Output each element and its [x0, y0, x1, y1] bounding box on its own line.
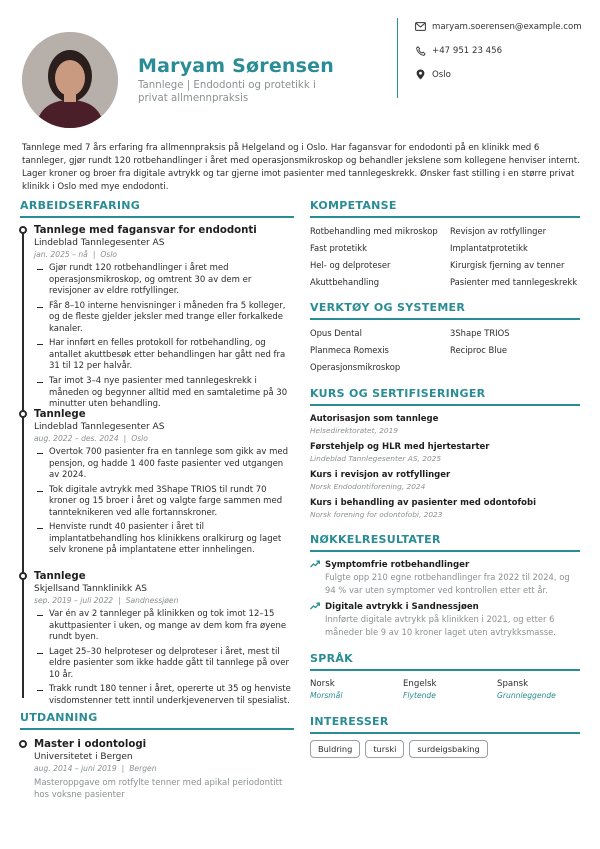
- timeline-line: [22, 232, 24, 698]
- result-item: [310, 601, 582, 638]
- interest-tag: turski: [365, 740, 404, 758]
- section-rule: [310, 550, 580, 552]
- company-name: Lindeblad Tannlegesenter AS: [34, 238, 165, 248]
- section-title-courses: KURS OG SERTIFISERINGER: [310, 387, 486, 400]
- course-item: [310, 413, 580, 436]
- company-name: Skjellsand Tannklinikk AS: [34, 584, 147, 594]
- bullet-item: Var én av 2 tannleger på klinikken og tok imot 12–15 akuttpasienter i uken, og mange av dem kom fra øyene rundt byen.: [34, 609, 294, 644]
- timeline-dot: [19, 572, 27, 580]
- tool-item: Reciproc Blue: [450, 345, 508, 355]
- mail-icon: [415, 21, 426, 32]
- trend-up-icon: [310, 602, 320, 614]
- section-title-experience: ARBEIDSERFARING: [20, 199, 141, 212]
- language-level: Morsmål: [310, 691, 343, 700]
- trend-up-icon: [310, 560, 320, 572]
- contact-location: [415, 69, 451, 80]
- bullet-item: Henviste rundt 40 pasienter i året til implantatbehandling hos klinikkens oralkirurg og laget selv kronene på implantatene etter innhelingen.: [34, 522, 294, 557]
- language-name: Engelsk: [403, 679, 437, 689]
- timeline-dot: [19, 410, 27, 418]
- section-rule: [310, 732, 580, 734]
- result-text: Innførte digitale avtrykk på klinikken i 2021, og etter 6 måneder ble 9 av 10 kroner laget uten avtrykksmasse.: [325, 614, 556, 637]
- experience-item: [34, 408, 294, 560]
- result-item: [310, 559, 582, 596]
- job-dates: sep. 2019 – juli 2022: [34, 596, 114, 605]
- degree-title: Master i odontologi: [34, 739, 147, 750]
- candidate-title: Tannlege | Endodonti og protetikk i privat allmennpraksis: [138, 80, 316, 104]
- job-meta: sep. 2019 – juli 2022 | Sandnessjøen: [34, 596, 179, 605]
- tool-item: Planmeca Romexis: [310, 345, 389, 355]
- language-item: [497, 679, 556, 700]
- experience-item: [34, 570, 294, 711]
- job-location: Sandnessjøen: [125, 596, 179, 605]
- course-issuer: Norsk forening for odontofobi, 2023: [310, 510, 443, 519]
- job-location: Oslo: [131, 434, 148, 443]
- skill-item: Pasienter med tannlegeskrekk: [450, 277, 578, 287]
- section-title-tools: VERKTØY OG SYSTEMER: [310, 301, 466, 314]
- header-divider: [397, 18, 398, 98]
- skill-item: Implantatprotetikk: [450, 243, 528, 253]
- section-title-skills: KOMPETANSE: [310, 199, 397, 212]
- job-dates: aug. 2022 – des. 2024: [34, 434, 119, 443]
- section-rule: [20, 728, 294, 730]
- course-issuer: Lindeblad Tannlegesenter AS, 2025: [310, 454, 442, 463]
- section-rule: [310, 318, 580, 320]
- bullet-item: Laget 25–30 helproteser og delproteser i året, mest til eldre pasienter som ikke hadde gått til tannlege på over 10 år.: [34, 647, 294, 682]
- course-title: Autorisasjon som tannlege: [310, 414, 439, 424]
- language-item: [310, 679, 342, 700]
- contact-email[interactable]: [415, 21, 582, 32]
- section-title-languages: SPRÅK: [310, 652, 353, 665]
- skill-item: Hel- og delproteser: [310, 260, 391, 270]
- education-description: Masteroppgave om rotfylte tenner med apikal periodontitt hos voksne pasienter: [34, 778, 283, 800]
- job-location: Oslo: [100, 250, 118, 259]
- tools-list: [310, 327, 582, 378]
- tool-item: Operasjonsmikroskop: [310, 362, 401, 372]
- course-title: Kurs i behandling av pasienter med odontofobi: [310, 498, 537, 508]
- language-level: Grunnleggende: [497, 691, 556, 700]
- contact-email-text: maryam.soerensen@example.com: [432, 21, 582, 32]
- phone-icon: [415, 45, 426, 56]
- tool-item: Opus Dental: [310, 328, 362, 338]
- result-title: Symptomfrie rotbehandlinger: [325, 560, 470, 570]
- profile-summary: Tannlege med 7 års erfaring fra allmennpraksis på Helgeland og i Oslo. Har fagansvar for endodonti på en klinikk med 6 tannleger, gjør rundt 120 rotbehandlinger i året med operasjonsmikroskop og behandler jekslene som kollegene henviser internt. Lager kroner og broer fra digitale avtrykk og tar gjerne imot pasienter med tannlegeskrekk. Ønsker fast stilling i en større privat klinikk i Oslo med mye endodonti.: [22, 143, 580, 192]
- profile-photo: [22, 32, 118, 128]
- skill-item: Revisjon av rotfyllinger: [450, 226, 547, 236]
- course-item: [310, 497, 580, 520]
- bullet-item: Trakk rundt 180 tenner i året, opererte ut 35 og henviste visdomstenner tett inntil underkjevenerven til spesialist.: [34, 684, 294, 707]
- skills-list: [310, 225, 582, 293]
- contact-phone[interactable]: [415, 45, 502, 56]
- section-rule: [310, 216, 580, 218]
- section-rule: [310, 404, 580, 406]
- job-dates: jan. 2025 – nå: [34, 250, 88, 259]
- course-title: Førstehjelp og HLR med hjertestarter: [310, 442, 490, 452]
- course-issuer: Norsk Endodontiforening, 2024: [310, 482, 426, 491]
- result-title: Digitale avtrykk i Sandnessjøen: [325, 602, 479, 612]
- result-text: Fulgte opp 210 egne rotbehandlinger fra 2022 til 2024, og 94 % var uten symptomer ved kontrollen etter ett år.: [325, 572, 570, 595]
- company-name: Lindeblad Tannlegesenter AS: [34, 422, 165, 432]
- job-title: Tannlege: [34, 409, 86, 420]
- contact-location-text: Oslo: [432, 69, 451, 80]
- bullet-item: Overtok 700 pasienter fra en tannlege som gikk av med pensjon, og hadde 1 400 faste pasienter ved utgangen av 2024.: [34, 447, 294, 482]
- language-name: Spansk: [497, 679, 529, 689]
- job-meta: jan. 2025 – nå | Oslo: [34, 250, 118, 259]
- bullet-item: Har innført en felles protokoll for rotbehandling, og antallet akuttbesøk etter behandlingen har gått ned fra 31 til 12 per halvår.: [34, 338, 294, 373]
- education-item: [34, 738, 294, 801]
- bullet-item: Tar imot 3–4 nye pasienter med tannlegeskrekk i måneden og begynner alltid med en samtaletime på 30 minutter uten behandling.: [34, 376, 294, 411]
- skill-item: Akuttbehandling: [310, 277, 380, 287]
- tool-item: 3Shape TRIOS: [450, 328, 510, 338]
- job-title: Tannlege med fagansvar for endodonti: [34, 225, 257, 236]
- section-rule: [310, 669, 580, 671]
- job-title: Tannlege: [34, 571, 86, 582]
- interest-tag: surdeigsbaking: [409, 740, 487, 758]
- education-location: Bergen: [129, 764, 157, 773]
- location-pin-icon: [415, 69, 426, 80]
- course-item: [310, 441, 580, 464]
- section-rule: [20, 216, 294, 218]
- education-dates: aug. 2014 – juni 2019: [34, 764, 117, 773]
- skill-item: Fast protetikk: [310, 243, 367, 253]
- section-title-interests: INTERESSER: [310, 715, 389, 728]
- course-title: Kurs i revisjon av rotfyllinger: [310, 470, 451, 480]
- interest-tag: Buldring: [310, 740, 360, 758]
- bullet-item: Tok digitale avtrykk med 3Shape TRIOS til rundt 70 kroner og 15 broer i året og valgte farge sammen med tannteknikeren ved alle fortannskroner.: [34, 485, 294, 520]
- candidate-name: Maryam Sørensen: [138, 55, 334, 77]
- course-item: [310, 469, 580, 492]
- interests-list: [310, 740, 488, 758]
- language-name: Norsk: [310, 679, 335, 689]
- skill-item: Rotbehandling med mikroskop: [310, 226, 438, 236]
- experience-item: [34, 224, 294, 414]
- job-meta: aug. 2022 – des. 2024 | Oslo: [34, 434, 148, 443]
- bullet-item: Får 8–10 interne henvisninger i måneden fra 5 kolleger, og de fleste gjelder jeksler med trange eller forkalkede kanaler.: [34, 301, 294, 336]
- language-level: Flytende: [403, 691, 436, 700]
- contact-phone-text: +47 951 23 456: [432, 45, 503, 56]
- course-issuer: Helsedirektoratet, 2019: [310, 426, 399, 435]
- timeline-dot: [19, 740, 27, 748]
- skill-item: Kirurgisk fjerning av tenner: [450, 260, 565, 270]
- section-title-results: NØKKELRESULTATER: [310, 533, 441, 546]
- school-name: Universitetet i Bergen: [34, 752, 133, 762]
- bullet-item: Gjør rundt 120 rotbehandlinger i året med operasjonsmikroskop, og omtrent 30 av dem er revisjoner av eldre rotfyllinger.: [34, 263, 294, 298]
- timeline-dot: [19, 226, 27, 234]
- education-meta: aug. 2014 – juni 2019 | Bergen: [34, 764, 157, 773]
- section-title-education: UTDANNING: [20, 711, 98, 724]
- language-item: [403, 679, 436, 700]
